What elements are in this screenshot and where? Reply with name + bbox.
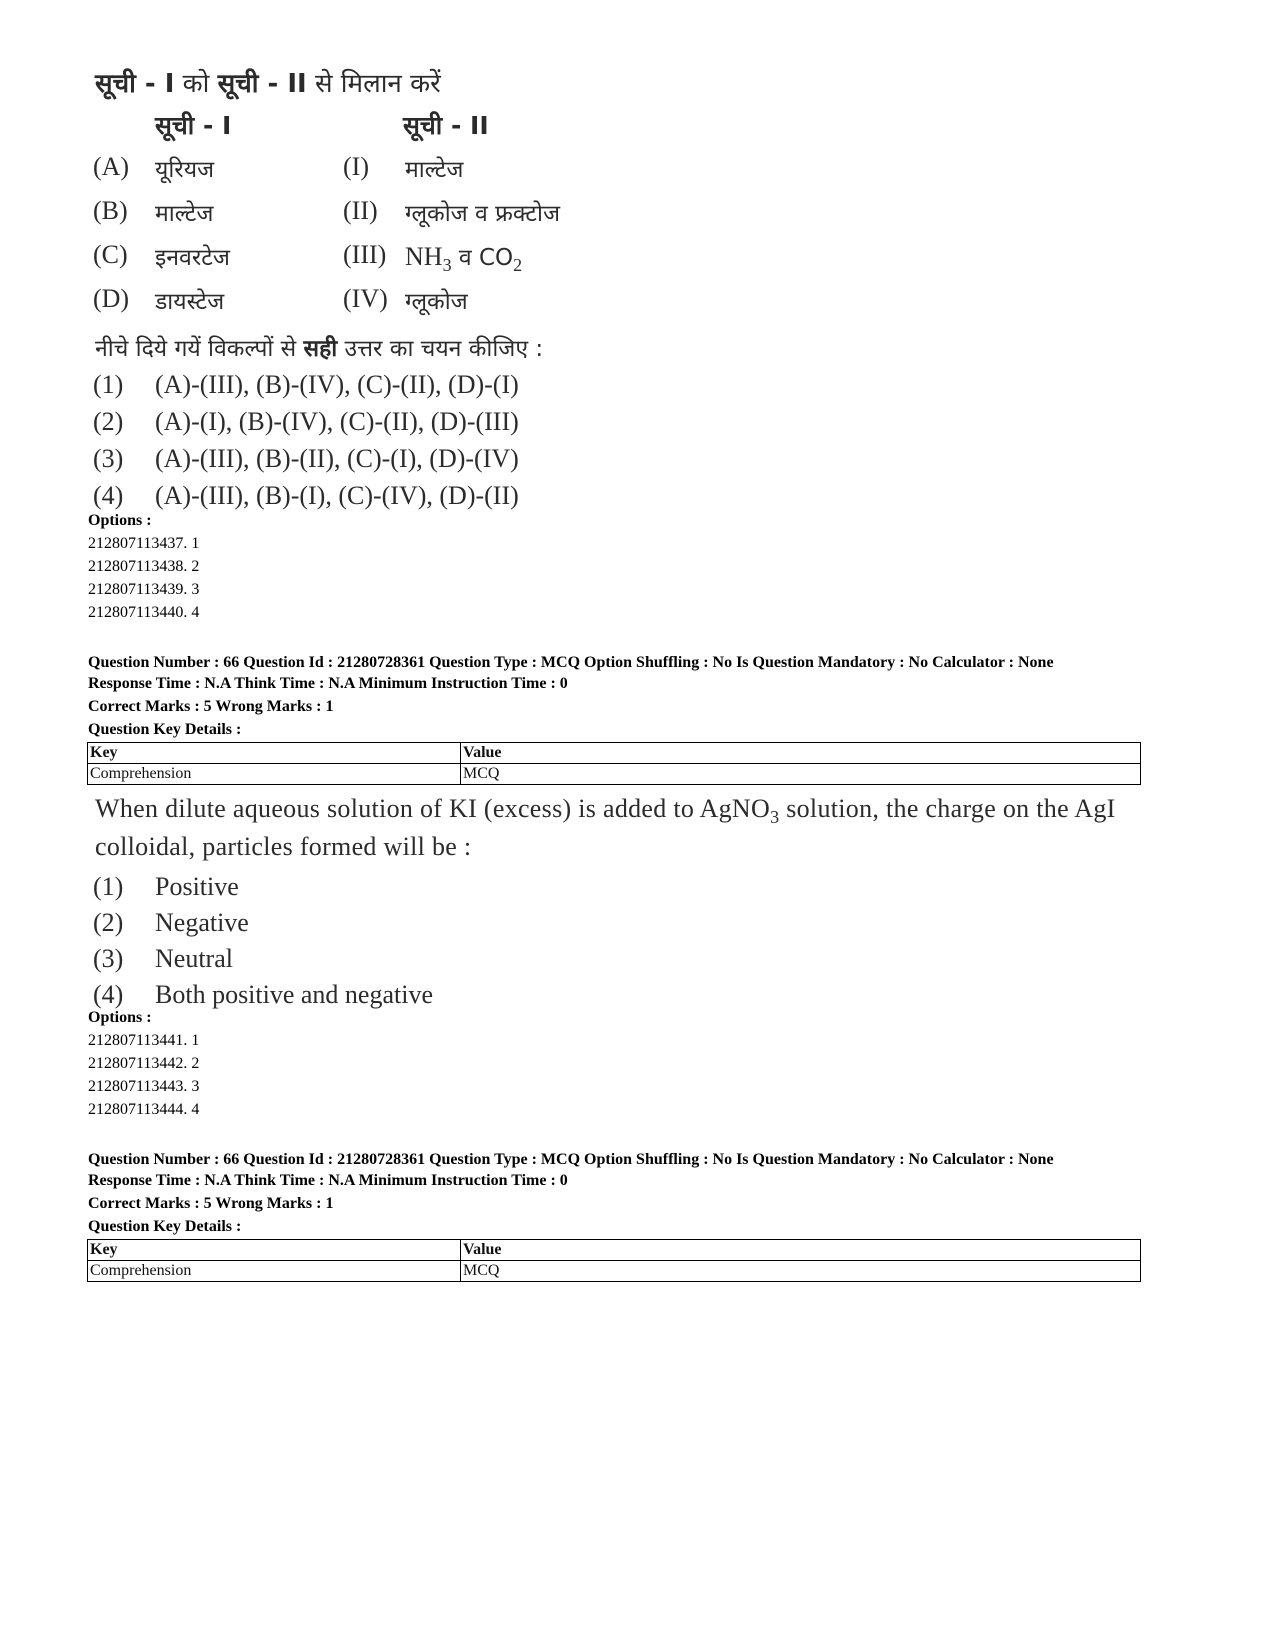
list-2-title: सूची - II: [403, 111, 489, 140]
options-label: Options :: [88, 1009, 152, 1026]
table-row: Comprehension MCQ: [88, 1261, 1141, 1282]
option-id: 212807113443. 3: [88, 1078, 200, 1095]
option-id: 212807113441. 1: [88, 1032, 200, 1049]
match-row: (D) डायस्टेज (IV) ग्लूकोज: [93, 284, 468, 315]
nh3-co2-formula: $NH_3$ व $CO_2$: [405, 242, 523, 275]
answer-choice: (4) Both positive and negative: [93, 980, 434, 1010]
choose-correct-instruction: नीचे दिये गयें विकल्पों से सही उत्तर का चयन कीजिए :: [95, 336, 544, 362]
options-label: Options :: [88, 512, 152, 529]
answer-choice: (1) Positive: [93, 872, 239, 902]
answer-choice: (3) (A)-(III), (B)-(II), (C)-(I), (D)-(IV): [93, 444, 519, 473]
answer-choice: (2) (A)-(I), (B)-(IV), (C)-(II), (D)-(III): [93, 407, 519, 436]
list-1-title: सूची - I: [155, 111, 232, 140]
option-id: 212807113438. 2: [88, 558, 200, 575]
table-header-row: Key Value: [88, 743, 1141, 764]
question-meta: Question Number : 66 Question Id : 21280728361 Question Type : MCQ Option Shuffling : No Is Question Mandatory : No Calculator : None Response Time : N.A Think Time : N.A Minimum Instruction Time : 0 Correct Marks : 5 Wrong Marks : 1 Question Key Details :: [88, 1151, 1054, 1235]
match-row: (B) माल्टेज (II) ग्लूकोज व फ्रक्टोज: [93, 196, 561, 227]
match-list-headings: [95, 108, 655, 152]
question-key-table: [87, 742, 1141, 785]
question-image-colloid: [95, 794, 1155, 1016]
match-instruction-header: सूची - I को सूची - II से मिलान करें: [95, 69, 441, 99]
table-header-row: Key Value: [88, 1240, 1141, 1261]
question-text: When dilute aqueous solution of KI (excess) is added to AgNO$_3$ solution, the charge on the AgI colloidal, particles formed will be :: [95, 794, 1116, 862]
option-id: 212807113440. 4: [88, 604, 200, 621]
question-image-match: [95, 60, 655, 518]
match-row: (C) इनवरटेज (III) $NH_3$ व $CO_2$: [93, 240, 523, 275]
answer-choice: (4) (A)-(III), (B)-(I), (C)-(IV), (D)-(II): [93, 481, 519, 510]
option-id: 212807113437. 1: [88, 535, 200, 552]
match-row: (A) यूरियज (I) माल्टेज: [93, 152, 464, 183]
answer-choice: (1) (A)-(III), (B)-(IV), (C)-(II), (D)-(I): [93, 370, 519, 399]
option-id: 212807113444. 4: [88, 1101, 200, 1118]
question-meta: Question Number : 66 Question Id : 21280728361 Question Type : MCQ Option Shuffling : No Is Question Mandatory : No Calculator : None Response Time : N.A Think Time : N.A Minimum Instruction Time : 0 Correct Marks : 5 Wrong Marks : 1 Question Key Details :: [88, 654, 1054, 738]
option-id: 212807113442. 2: [88, 1055, 200, 1072]
options-list: [88, 509, 199, 624]
answer-choice: (2) Negative: [93, 908, 249, 938]
question-key-table: [87, 1239, 1141, 1282]
option-id: 212807113439. 3: [88, 581, 200, 598]
options-list: [88, 1006, 199, 1121]
table-row: Comprehension MCQ: [88, 764, 1141, 785]
answer-choice: (3) Neutral: [93, 944, 233, 974]
